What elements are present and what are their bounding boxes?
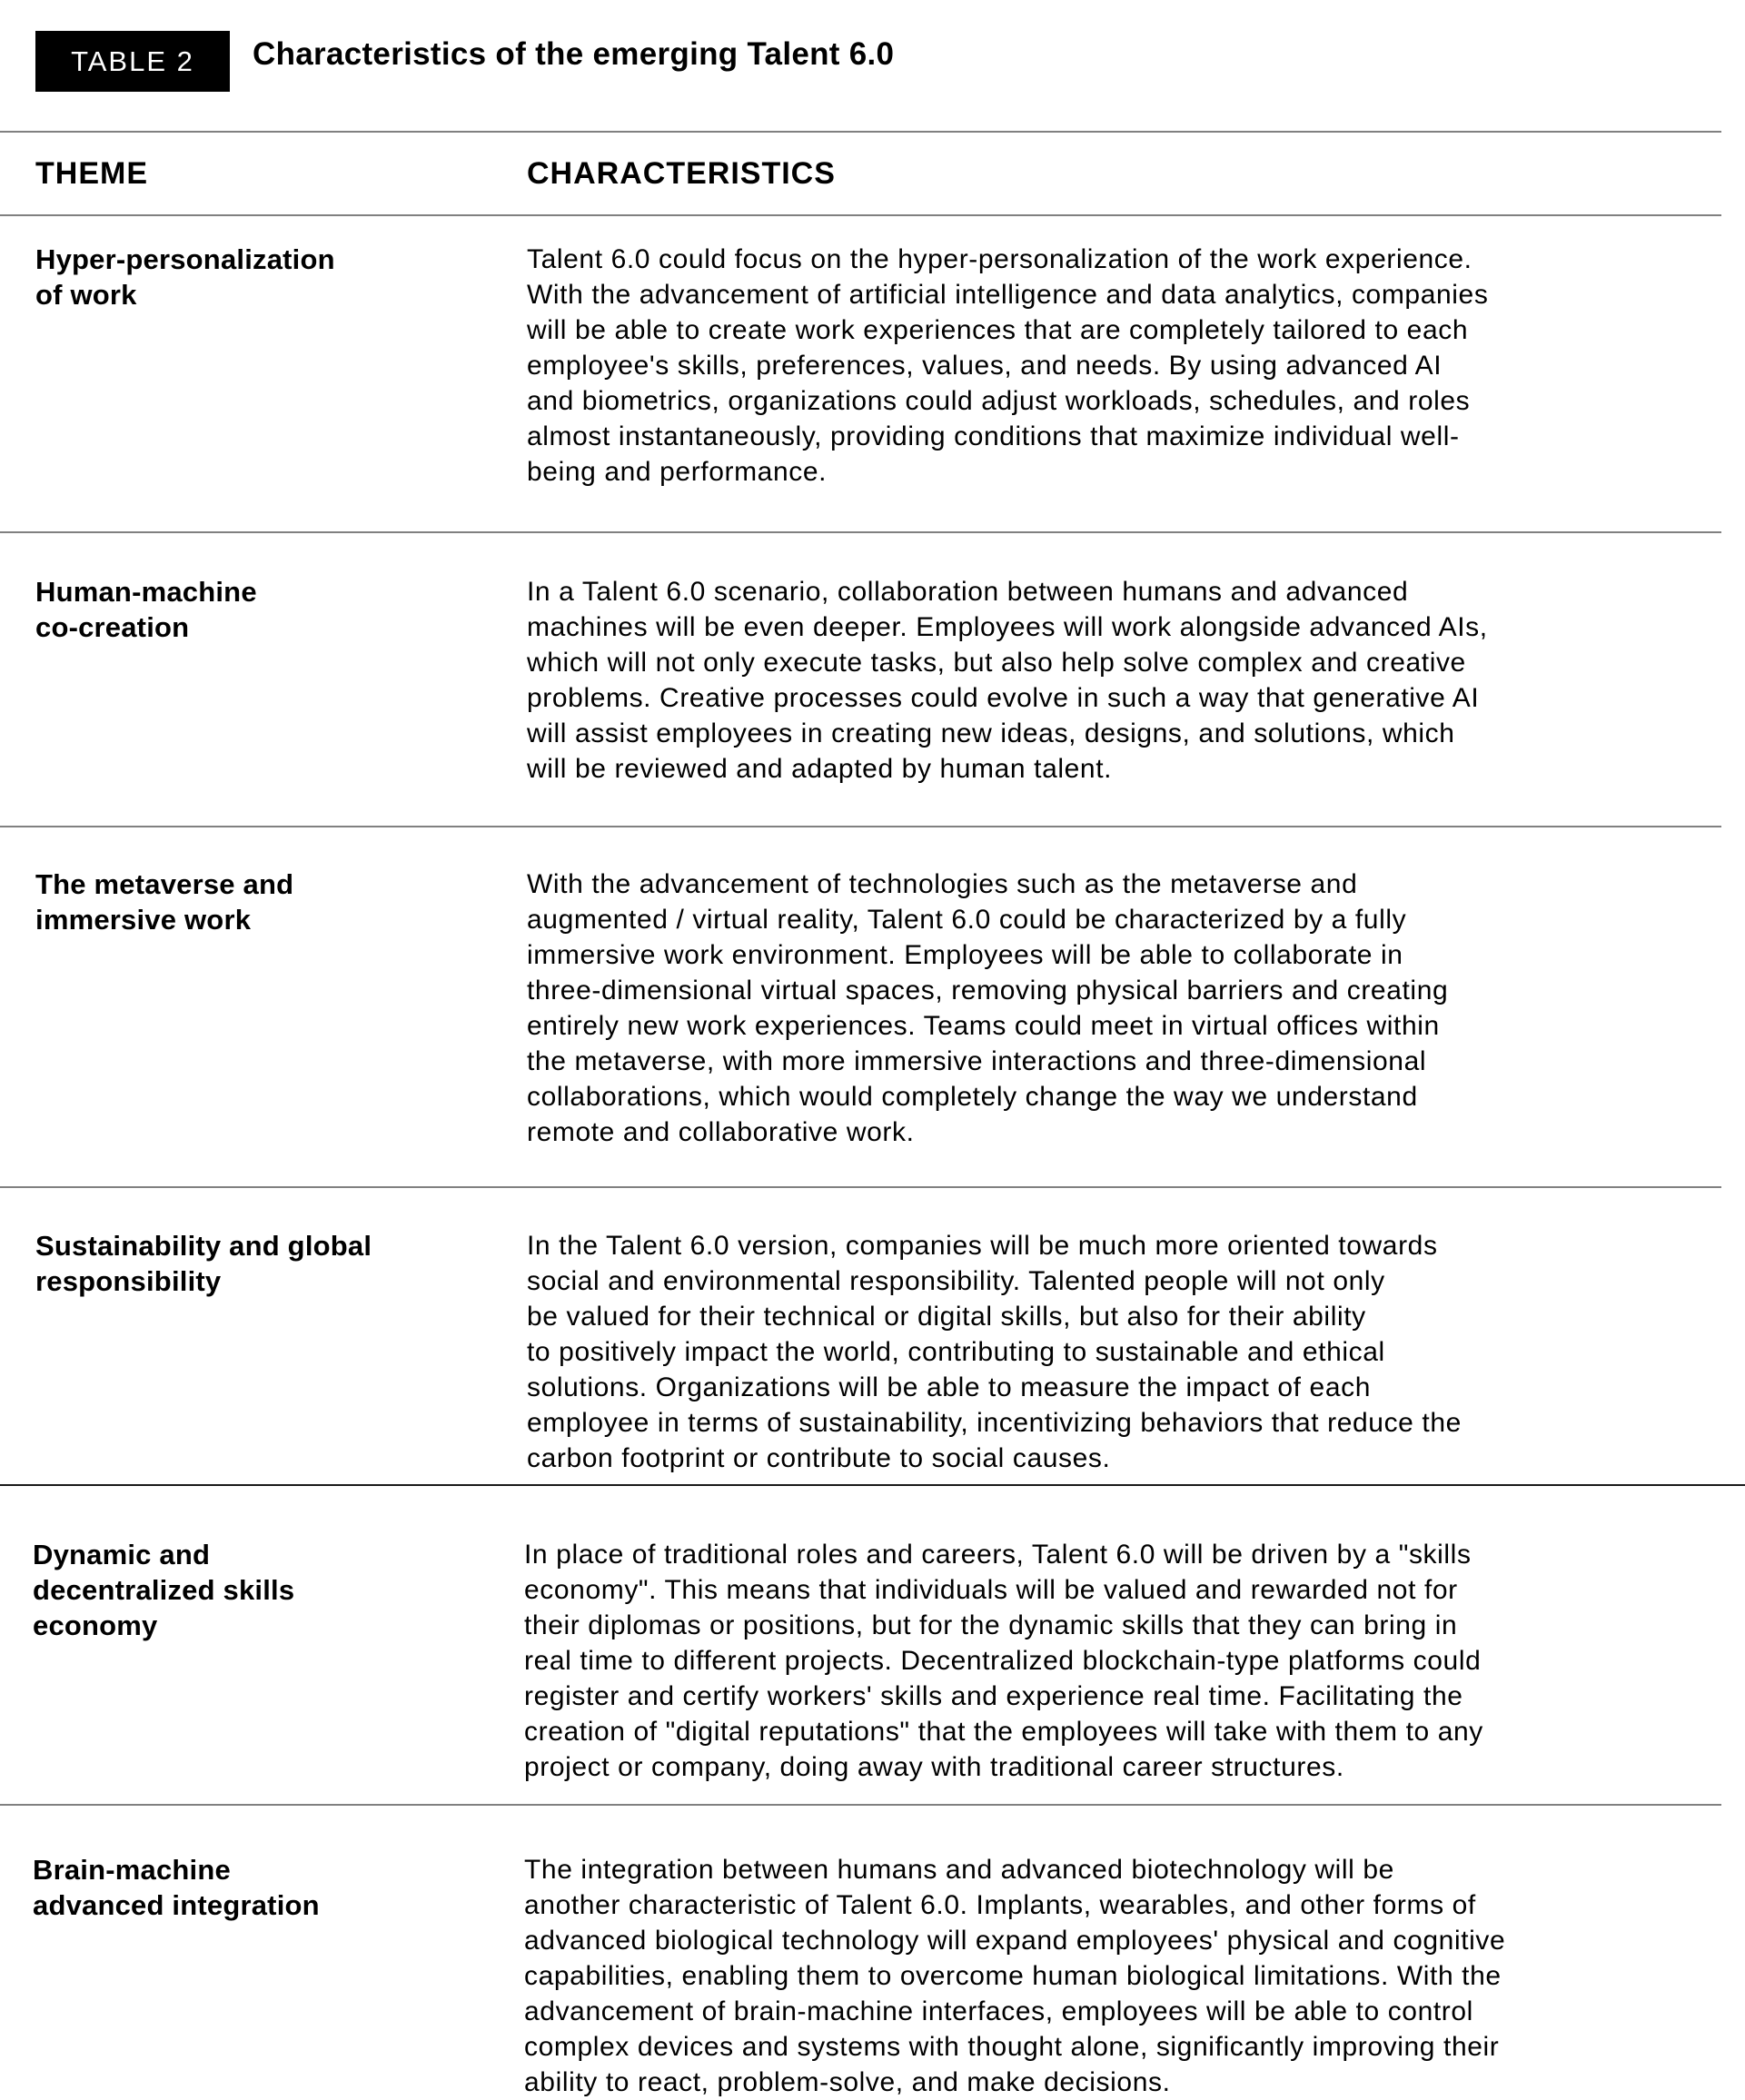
row-characteristics-brain-machine: The integration between humans and advanced biotechnology will be another characteristic of Talent 6.0. Implants, wearables, and other forms of advanced biological technology will expand employees' physical and cognitive capabilities, enabling them to overcome human biological limitations. With the advancement of brain-machine interfaces, employees will be able to control complex devices and systems with thought alone, significantly improving their ability to react, problem-solve, and make decisions. (524, 1855, 1506, 2097)
column-header-characteristics: CHARACTERISTICS (527, 156, 836, 191)
row-divider (0, 826, 1721, 827)
row-theme-hyper-personalization: Hyper-personalization of work (35, 243, 335, 311)
table-number-label: TABLE 2 (71, 45, 194, 77)
row-divider (0, 1484, 1745, 1486)
row-divider (0, 1186, 1721, 1188)
row-theme-metaverse: The metaverse and immersive work (35, 868, 294, 936)
row-theme-human-machine: Human-machine co-creation (35, 576, 257, 643)
row-characteristics-hyper-personalization: Talent 6.0 could focus on the hyper-personalization of the work experience. With the advancement of artificial intelligence and data analytics, companies will be able to create work experiences that are completely tailored to each employee's skills, preferences, values, and needs. By using advanced AI and biometrics, organizations could adjust workloads, schedules, and roles almost instantaneously, providing conditions that maximize individual well- being and performance. (527, 244, 1489, 487)
header-top-rule (0, 131, 1721, 133)
table-title: Characteristics of the emerging Talent 6.0 (253, 36, 895, 72)
row-characteristics-sustainability: In the Talent 6.0 version, companies will be much more oriented towards social and environmental responsibility. Talented people will not only be valued for their technical or digital skills, but also for their ability to positively impact the world, contributing to sustainable and ethical solutions. Organizations will be able to measure the impact of each employee in terms of sustainability, incentivizing behaviors that reduce the carbon footprint or contribute to social causes. (527, 1231, 1462, 1473)
row-characteristics-metaverse: With the advancement of technologies such as the metaverse and augmented / virtual reality, Talent 6.0 could be characterized by a fully immersive work environment. Employees will be able to collaborate in three-dimensional virtual spaces, removing physical barriers and creating entirely new work experiences. Teams could meet in virtual offices within the metaverse, with more immersive interactions and three-dimensional collaborations, which would completely change the way we understand remote and collaborative work. (527, 869, 1449, 1147)
row-divider (0, 531, 1721, 533)
header-bottom-rule (0, 214, 1721, 216)
row-characteristics-human-machine: In a Talent 6.0 scenario, collaboration between humans and advanced machines will be even deeper. Employees will work alongside advanced AIs, which will not only execute tasks, but also help solve complex and creative problems. Creative processes could evolve in such a way that generative AI will assist employees in creating new ideas, designs, and solutions, which will be reviewed and adapted by human talent. (527, 577, 1488, 784)
column-header-theme: THEME (35, 156, 148, 191)
row-theme-sustainability: Sustainability and global responsibility (35, 1230, 372, 1297)
row-characteristics-skills-economy: In place of traditional roles and careers, Talent 6.0 will be driven by a "skills economy". This means that individuals will be valued and rewarded not for their diplomas or positions, but for the dynamic skills that they can bring in real time to different projects. Decentralized blockchain-type platforms could register and certify workers' skills and experience real time. Facilitating the creation of "digital reputations" that the employees will take with them to any project or company, doing away with traditional career structures. (524, 1540, 1483, 1782)
row-divider (0, 1804, 1721, 1806)
row-theme-skills-economy: Dynamic and decentralized skills economy (33, 1539, 295, 1641)
table-number-badge (35, 31, 230, 92)
row-theme-brain-machine: Brain-machine advanced integration (33, 1854, 320, 1921)
